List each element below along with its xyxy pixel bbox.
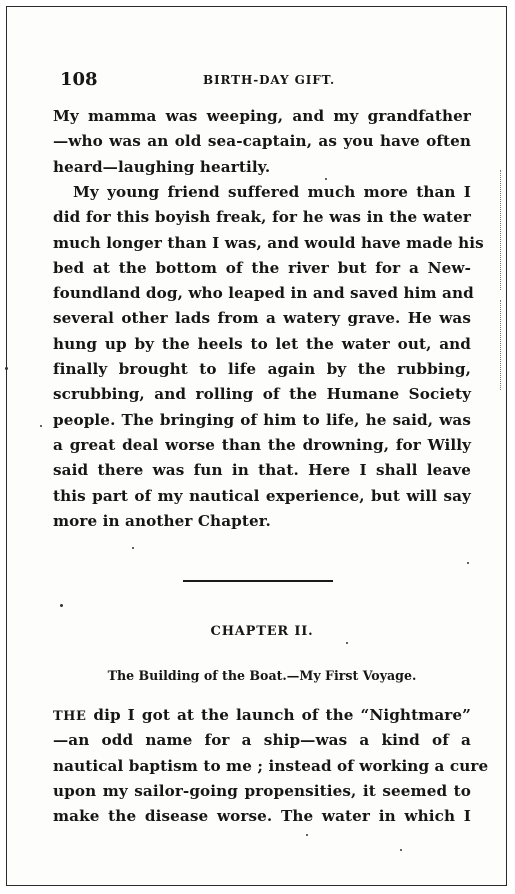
text-line: upon my sailor-going propensities, it seemed to [53, 781, 471, 800]
text-line: My mamma was weeping, and my grandfather [53, 107, 471, 125]
running-title: BIRTH-DAY GIFT. [202, 73, 336, 87]
text-line: make the disease worse. The water in which I [53, 807, 471, 826]
running-head [60, 69, 478, 91]
text-line: several other lads from a watery grave. He was [53, 309, 471, 328]
text-line: more in another Chapter. [53, 511, 271, 530]
text-line: finally brought to life again by the rubbing, [53, 360, 471, 379]
text-line: did for this boyish freak, for he was in the water [53, 208, 471, 227]
section-divider [183, 580, 333, 582]
text-line: heard—laughing heartily. [53, 157, 271, 176]
text-line: this part of my nautical experience, but will say [53, 486, 471, 505]
text-line: hung up by the heels to let the water out, and [53, 334, 471, 353]
text-line: a great deal worse than the drowning, for Willy [53, 435, 471, 454]
text-line: scrubbing, and rolling of the Humane Society [53, 385, 471, 404]
dropcap: THE [53, 709, 87, 724]
text-line: —an odd name for a ship—was a kind of a [53, 731, 471, 750]
text-line: people. The bringing of him to life, he said, was [53, 410, 471, 429]
scan-speck [132, 547, 134, 549]
opening-line [53, 703, 471, 728]
text-line: bed at the bottom of the river but for a New- [53, 258, 471, 277]
text-line: My young friend suffered much more than I [73, 183, 471, 201]
paragraph-continued [53, 104, 471, 180]
paragraph-chapter-opening [53, 703, 489, 829]
scan-speck [400, 849, 402, 851]
opening-line-rest: dip I got at the launch of the “Nightmare” [86, 706, 471, 724]
scan-speck [346, 642, 348, 644]
edge-marks [500, 170, 503, 290]
scan-speck [40, 425, 42, 427]
scan-speck [467, 562, 469, 564]
scan-speck [5, 367, 8, 370]
chapter-subtitle: The Building of the Boat.—My First Voyage. [107, 668, 417, 683]
text-line: said there was fun in that. Here I shall leave [53, 461, 471, 480]
chapter-heading: CHAPTER II. [210, 624, 314, 639]
paragraph-young-friend [53, 180, 484, 534]
text-line: —who was an old sea-captain, as you have often [53, 132, 471, 151]
scan-speck [325, 178, 327, 180]
edge-marks [500, 300, 503, 390]
text-line: much longer than I was, and would have made his [53, 233, 484, 252]
text-line: foundland dog, who leaped in and saved him and [53, 284, 474, 303]
scan-speck [306, 834, 308, 836]
page-number: 108 [60, 69, 98, 90]
scan-speck [60, 604, 63, 607]
text-line: nautical baptism to me ; instead of working a cure [53, 756, 489, 775]
